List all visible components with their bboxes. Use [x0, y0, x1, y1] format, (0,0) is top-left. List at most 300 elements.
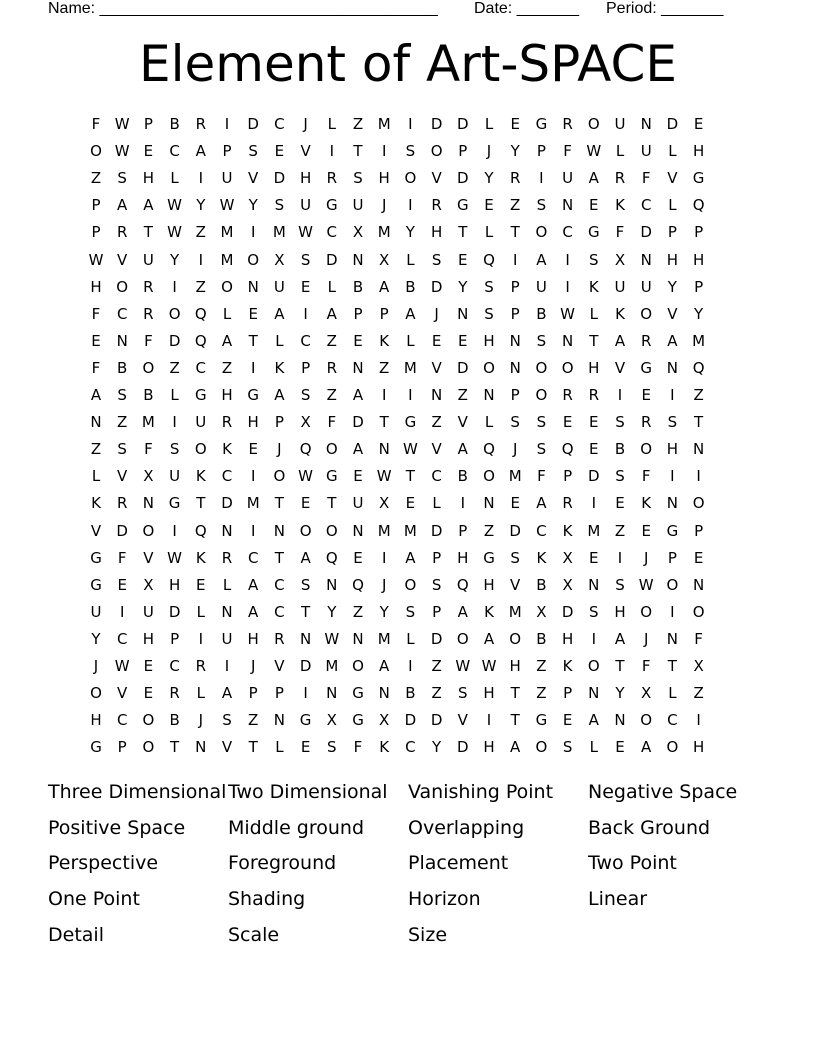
- grid-letter[interactable]: E: [458, 250, 468, 269]
- grid-letter[interactable]: E: [143, 142, 154, 161]
- grid-letter[interactable]: A: [405, 548, 416, 567]
- grid-letter[interactable]: L: [222, 575, 232, 594]
- grid-letter[interactable]: Z: [352, 115, 364, 133]
- grid-letter[interactable]: I: [250, 467, 256, 486]
- grid-letter[interactable]: T: [510, 711, 520, 730]
- grid-letter[interactable]: F: [144, 440, 153, 459]
- grid-letter[interactable]: I: [617, 386, 623, 404]
- grid-letter[interactable]: J: [643, 548, 649, 567]
- grid-letter[interactable]: J: [512, 440, 518, 459]
- grid-letter[interactable]: N: [326, 684, 338, 703]
- grid-letter[interactable]: D: [430, 711, 443, 730]
- grid-letter[interactable]: K: [588, 277, 599, 296]
- grid-letter[interactable]: M: [377, 629, 391, 648]
- grid-letter[interactable]: R: [221, 548, 233, 567]
- grid-letter[interactable]: O: [587, 115, 600, 133]
- grid-letter[interactable]: A: [352, 386, 364, 404]
- grid-letter[interactable]: A: [510, 738, 521, 757]
- grid-letter[interactable]: I: [408, 115, 413, 133]
- grid-letter[interactable]: V: [667, 304, 678, 323]
- grid-letter[interactable]: W: [219, 196, 235, 215]
- grid-letter[interactable]: E: [405, 494, 416, 513]
- grid-letter[interactable]: K: [536, 548, 547, 567]
- grid-letter[interactable]: X: [536, 602, 547, 621]
- grid-letter[interactable]: E: [693, 115, 704, 133]
- grid-letter[interactable]: R: [274, 629, 285, 648]
- grid-letter[interactable]: G: [325, 467, 338, 486]
- grid-letter[interactable]: U: [640, 277, 652, 296]
- grid-letter[interactable]: R: [195, 115, 207, 133]
- grid-letter[interactable]: E: [91, 331, 101, 350]
- grid-letter[interactable]: O: [535, 738, 548, 757]
- grid-letter[interactable]: P: [510, 386, 520, 404]
- grid-letter[interactable]: F: [641, 467, 651, 486]
- grid-letter[interactable]: C: [536, 521, 547, 540]
- grid-letter[interactable]: N: [352, 358, 364, 377]
- grid-letter[interactable]: D: [168, 602, 181, 621]
- grid-letter[interactable]: I: [303, 684, 308, 703]
- grid-letter[interactable]: K: [274, 358, 285, 377]
- grid-letter[interactable]: O: [692, 602, 705, 621]
- grid-letter[interactable]: W: [455, 657, 471, 675]
- grid-letter[interactable]: S: [536, 196, 547, 215]
- grid-letter[interactable]: H: [483, 575, 495, 594]
- grid-letter[interactable]: G: [90, 575, 102, 594]
- grid-letter[interactable]: S: [510, 548, 520, 567]
- grid-letter[interactable]: I: [670, 467, 675, 486]
- grid-letter[interactable]: I: [591, 494, 597, 513]
- grid-letter[interactable]: C: [274, 575, 285, 594]
- grid-letter[interactable]: Z: [431, 657, 442, 675]
- grid-letter[interactable]: A: [483, 629, 495, 648]
- grid-letter[interactable]: O: [90, 142, 102, 161]
- grid-letter[interactable]: B: [143, 386, 154, 404]
- grid-letter[interactable]: V: [457, 413, 468, 432]
- grid-letter[interactable]: O: [273, 467, 286, 486]
- grid-letter[interactable]: O: [404, 169, 417, 188]
- grid-letter[interactable]: F: [91, 115, 101, 133]
- grid-letter[interactable]: N: [142, 494, 154, 513]
- grid-letter[interactable]: G: [404, 413, 417, 432]
- grid-letter[interactable]: O: [509, 629, 522, 648]
- grid-letter[interactable]: V: [221, 738, 233, 757]
- grid-letter[interactable]: E: [353, 331, 363, 350]
- grid-letter[interactable]: H: [666, 440, 679, 459]
- grid-letter[interactable]: U: [352, 196, 364, 215]
- grid-letter[interactable]: Z: [90, 169, 102, 188]
- grid-letter[interactable]: H: [90, 277, 102, 296]
- grid-letter[interactable]: N: [561, 196, 574, 215]
- grid-letter[interactable]: R: [562, 494, 573, 513]
- grid-letter[interactable]: O: [352, 657, 364, 675]
- grid-letter[interactable]: O: [142, 521, 155, 540]
- grid-letter[interactable]: F: [694, 629, 703, 648]
- grid-letter[interactable]: P: [143, 115, 153, 133]
- grid-letter[interactable]: N: [692, 575, 705, 594]
- grid-letter[interactable]: K: [195, 548, 206, 567]
- grid-letter[interactable]: A: [248, 602, 259, 621]
- grid-letter[interactable]: S: [405, 142, 416, 161]
- grid-letter[interactable]: V: [431, 440, 442, 459]
- grid-letter[interactable]: J: [250, 657, 256, 675]
- grid-letter[interactable]: X: [379, 250, 390, 269]
- grid-letter[interactable]: E: [300, 738, 311, 757]
- grid-letter[interactable]: X: [562, 548, 573, 567]
- grid-letter[interactable]: H: [221, 386, 233, 404]
- grid-letter[interactable]: K: [91, 494, 101, 513]
- grid-letter[interactable]: T: [353, 142, 363, 161]
- grid-letter[interactable]: E: [510, 494, 520, 513]
- grid-letter[interactable]: Y: [91, 629, 101, 648]
- grid-letter[interactable]: M: [508, 602, 522, 621]
- grid-letter[interactable]: P: [458, 142, 468, 161]
- grid-letter[interactable]: O: [404, 575, 417, 594]
- grid-letter[interactable]: M: [220, 223, 234, 242]
- grid-letter[interactable]: A: [143, 196, 154, 215]
- grid-letter[interactable]: R: [562, 115, 573, 133]
- grid-letter[interactable]: B: [614, 440, 626, 459]
- grid-letter[interactable]: E: [510, 115, 520, 133]
- grid-letter[interactable]: S: [615, 575, 625, 594]
- grid-letter[interactable]: W: [114, 115, 130, 133]
- grid-letter[interactable]: N: [666, 358, 678, 377]
- grid-letter[interactable]: J: [93, 657, 99, 675]
- grid-letter[interactable]: D: [430, 629, 443, 648]
- grid-letter[interactable]: O: [90, 684, 102, 703]
- grid-letter[interactable]: L: [668, 142, 677, 161]
- grid-letter[interactable]: N: [352, 521, 364, 540]
- grid-letter[interactable]: C: [300, 331, 311, 350]
- grid-letter[interactable]: X: [143, 467, 154, 486]
- grid-letter[interactable]: J: [381, 196, 387, 215]
- grid-letter[interactable]: P: [510, 304, 520, 323]
- grid-letter[interactable]: Q: [483, 440, 495, 459]
- grid-letter[interactable]: R: [116, 223, 128, 242]
- grid-letter[interactable]: O: [561, 358, 574, 377]
- grid-letter[interactable]: X: [143, 575, 154, 594]
- grid-letter[interactable]: B: [117, 358, 128, 377]
- grid-letter[interactable]: Q: [692, 358, 705, 377]
- grid-letter[interactable]: U: [142, 250, 154, 269]
- grid-letter[interactable]: S: [431, 575, 442, 594]
- grid-letter[interactable]: L: [196, 684, 205, 703]
- grid-letter[interactable]: O: [221, 277, 233, 296]
- grid-letter[interactable]: R: [221, 413, 233, 432]
- grid-letter[interactable]: A: [588, 169, 599, 188]
- grid-letter[interactable]: T: [458, 223, 468, 242]
- grid-letter[interactable]: P: [694, 521, 704, 540]
- grid-letter[interactable]: E: [143, 657, 154, 675]
- grid-letter[interactable]: F: [144, 331, 153, 350]
- grid-letter[interactable]: K: [641, 494, 652, 513]
- grid-letter[interactable]: C: [247, 548, 259, 567]
- grid-letter[interactable]: S: [536, 440, 547, 459]
- grid-letter[interactable]: Y: [379, 602, 389, 621]
- grid-letter[interactable]: J: [277, 440, 282, 459]
- grid-letter[interactable]: P: [432, 548, 442, 567]
- grid-letter[interactable]: E: [248, 304, 258, 323]
- grid-letter[interactable]: E: [143, 684, 154, 703]
- grid-letter[interactable]: W: [167, 196, 183, 215]
- grid-letter[interactable]: H: [614, 602, 626, 621]
- grid-letter[interactable]: L: [432, 494, 441, 513]
- grid-letter[interactable]: V: [274, 657, 285, 675]
- grid-letter[interactable]: A: [352, 440, 364, 459]
- date-field-label[interactable]: Date: _______: [474, 0, 579, 17]
- grid-letter[interactable]: K: [484, 602, 494, 621]
- grid-letter[interactable]: C: [562, 223, 573, 242]
- grid-letter[interactable]: L: [327, 277, 336, 296]
- grid-letter[interactable]: V: [510, 575, 521, 594]
- grid-letter[interactable]: T: [615, 657, 625, 675]
- grid-letter[interactable]: G: [535, 711, 548, 730]
- grid-letter[interactable]: G: [90, 738, 102, 757]
- grid-letter[interactable]: E: [641, 386, 651, 404]
- grid-letter[interactable]: I: [408, 386, 413, 404]
- grid-letter[interactable]: E: [615, 738, 625, 757]
- grid-letter[interactable]: S: [300, 575, 311, 594]
- grid-letter[interactable]: Y: [405, 223, 415, 242]
- grid-letter[interactable]: E: [431, 331, 442, 350]
- grid-letter[interactable]: K: [195, 467, 206, 486]
- grid-letter[interactable]: C: [326, 223, 338, 242]
- grid-letter[interactable]: S: [458, 684, 468, 703]
- grid-letter[interactable]: T: [510, 223, 520, 242]
- grid-letter[interactable]: D: [352, 413, 364, 432]
- grid-letter[interactable]: H: [483, 331, 495, 350]
- grid-letter[interactable]: S: [353, 169, 363, 188]
- grid-letter[interactable]: A: [300, 548, 311, 567]
- grid-letter[interactable]: R: [509, 169, 521, 188]
- grid-letter[interactable]: O: [535, 223, 548, 242]
- grid-letter[interactable]: E: [117, 575, 127, 594]
- grid-letter[interactable]: R: [614, 169, 626, 188]
- grid-letter[interactable]: P: [222, 142, 232, 161]
- grid-letter[interactable]: C: [221, 467, 233, 486]
- grid-letter[interactable]: A: [379, 657, 390, 675]
- grid-letter[interactable]: A: [221, 684, 233, 703]
- grid-letter[interactable]: B: [405, 277, 416, 296]
- grid-letter[interactable]: D: [666, 115, 679, 133]
- grid-letter[interactable]: H: [692, 738, 705, 757]
- grid-letter[interactable]: I: [381, 142, 387, 161]
- grid-letter[interactable]: S: [536, 413, 547, 432]
- grid-letter[interactable]: Z: [693, 684, 704, 703]
- grid-letter[interactable]: H: [692, 142, 705, 161]
- grid-letter[interactable]: I: [172, 521, 177, 540]
- grid-letter[interactable]: A: [457, 602, 468, 621]
- grid-letter[interactable]: Z: [221, 358, 233, 377]
- grid-letter[interactable]: W: [298, 467, 314, 486]
- grid-letter[interactable]: D: [404, 711, 417, 730]
- grid-letter[interactable]: W: [560, 304, 576, 323]
- grid-letter[interactable]: J: [434, 304, 439, 323]
- grid-letter[interactable]: K: [222, 440, 232, 459]
- grid-letter[interactable]: I: [408, 657, 413, 675]
- grid-letter[interactable]: L: [275, 738, 284, 757]
- grid-letter[interactable]: E: [615, 494, 625, 513]
- grid-letter[interactable]: F: [91, 358, 101, 377]
- grid-letter[interactable]: Y: [327, 602, 337, 621]
- grid-letter[interactable]: D: [509, 521, 521, 540]
- grid-letter[interactable]: V: [117, 467, 128, 486]
- grid-letter[interactable]: S: [615, 413, 625, 432]
- grid-letter[interactable]: M: [246, 494, 260, 513]
- grid-letter[interactable]: Z: [195, 223, 206, 242]
- grid-letter[interactable]: Y: [170, 250, 180, 269]
- grid-letter[interactable]: H: [509, 657, 521, 675]
- grid-letter[interactable]: U: [352, 494, 364, 513]
- grid-letter[interactable]: F: [563, 142, 572, 161]
- grid-letter[interactable]: I: [303, 304, 308, 323]
- grid-letter[interactable]: N: [509, 331, 521, 350]
- grid-letter[interactable]: Z: [431, 684, 442, 703]
- grid-letter[interactable]: O: [142, 711, 155, 730]
- grid-letter[interactable]: A: [641, 738, 652, 757]
- grid-letter[interactable]: L: [406, 250, 415, 269]
- grid-letter[interactable]: L: [589, 738, 598, 757]
- grid-letter[interactable]: R: [143, 304, 154, 323]
- grid-letter[interactable]: O: [116, 277, 129, 296]
- grid-letter[interactable]: Z: [379, 358, 390, 377]
- grid-letter[interactable]: W: [114, 142, 130, 161]
- grid-letter[interactable]: S: [117, 440, 127, 459]
- grid-letter[interactable]: C: [195, 358, 207, 377]
- grid-letter[interactable]: E: [693, 548, 704, 567]
- grid-letter[interactable]: I: [250, 521, 256, 540]
- grid-letter[interactable]: Z: [483, 521, 495, 540]
- grid-letter[interactable]: O: [194, 440, 207, 459]
- grid-letter[interactable]: A: [457, 440, 468, 459]
- grid-letter[interactable]: V: [143, 548, 154, 567]
- grid-letter[interactable]: C: [274, 115, 285, 133]
- grid-letter[interactable]: N: [692, 440, 705, 459]
- grid-letter[interactable]: E: [589, 196, 599, 215]
- grid-letter[interactable]: U: [142, 602, 154, 621]
- grid-letter[interactable]: W: [481, 657, 497, 675]
- grid-letter[interactable]: I: [250, 358, 256, 377]
- grid-letter[interactable]: M: [587, 521, 601, 540]
- grid-letter[interactable]: P: [563, 684, 573, 703]
- grid-letter[interactable]: L: [484, 223, 494, 242]
- grid-letter[interactable]: G: [456, 196, 469, 215]
- grid-letter[interactable]: S: [222, 711, 232, 730]
- grid-letter[interactable]: O: [535, 358, 548, 377]
- grid-letter[interactable]: I: [486, 711, 492, 730]
- grid-letter[interactable]: L: [406, 331, 415, 350]
- grid-letter[interactable]: N: [640, 250, 652, 269]
- grid-letter[interactable]: X: [379, 494, 390, 513]
- grid-letter[interactable]: C: [116, 304, 128, 323]
- grid-letter[interactable]: S: [589, 602, 599, 621]
- grid-letter[interactable]: H: [247, 413, 259, 432]
- grid-letter[interactable]: O: [168, 304, 181, 323]
- grid-letter[interactable]: P: [274, 413, 284, 432]
- grid-letter[interactable]: W: [167, 548, 183, 567]
- grid-letter[interactable]: S: [117, 386, 127, 404]
- grid-letter[interactable]: T: [170, 738, 180, 757]
- grid-letter[interactable]: D: [247, 115, 259, 133]
- grid-letter[interactable]: Y: [432, 738, 442, 757]
- grid-letter[interactable]: N: [561, 331, 574, 350]
- grid-letter[interactable]: N: [666, 629, 678, 648]
- grid-letter[interactable]: I: [696, 711, 701, 730]
- grid-letter[interactable]: R: [169, 684, 180, 703]
- grid-letter[interactable]: X: [274, 250, 285, 269]
- grid-letter[interactable]: I: [198, 629, 204, 648]
- grid-letter[interactable]: D: [457, 358, 469, 377]
- grid-letter[interactable]: E: [562, 413, 573, 432]
- grid-letter[interactable]: S: [117, 169, 127, 188]
- grid-letter[interactable]: N: [640, 115, 652, 133]
- grid-letter[interactable]: H: [378, 169, 390, 188]
- grid-letter[interactable]: L: [615, 142, 625, 161]
- grid-letter[interactable]: P: [536, 142, 546, 161]
- grid-letter[interactable]: E: [589, 548, 599, 567]
- grid-letter[interactable]: U: [535, 277, 547, 296]
- grid-letter[interactable]: Z: [352, 602, 364, 621]
- grid-letter[interactable]: G: [168, 494, 181, 513]
- grid-letter[interactable]: B: [169, 115, 180, 133]
- grid-letter[interactable]: G: [666, 521, 679, 540]
- grid-letter[interactable]: M: [141, 413, 155, 432]
- grid-letter[interactable]: S: [536, 331, 547, 350]
- grid-letter[interactable]: R: [431, 196, 442, 215]
- grid-letter[interactable]: X: [326, 711, 337, 730]
- grid-letter[interactable]: H: [483, 738, 495, 757]
- grid-letter[interactable]: P: [353, 304, 363, 323]
- grid-letter[interactable]: C: [274, 602, 285, 621]
- grid-letter[interactable]: M: [508, 467, 522, 486]
- grid-letter[interactable]: Q: [483, 250, 495, 269]
- grid-letter[interactable]: R: [116, 494, 128, 513]
- grid-letter[interactable]: E: [353, 467, 363, 486]
- grid-letter[interactable]: P: [667, 223, 677, 242]
- grid-letter[interactable]: B: [405, 684, 416, 703]
- grid-letter[interactable]: D: [457, 169, 469, 188]
- grid-letter[interactable]: H: [588, 358, 600, 377]
- grid-letter[interactable]: J: [643, 629, 649, 648]
- grid-letter[interactable]: Z: [90, 440, 102, 459]
- grid-letter[interactable]: N: [221, 521, 233, 540]
- grid-letter[interactable]: V: [667, 169, 678, 188]
- grid-letter[interactable]: Z: [326, 331, 337, 350]
- grid-letter[interactable]: M: [403, 521, 417, 540]
- grid-letter[interactable]: S: [431, 250, 442, 269]
- grid-letter[interactable]: N: [195, 738, 207, 757]
- grid-letter[interactable]: N: [457, 304, 469, 323]
- grid-letter[interactable]: O: [142, 738, 155, 757]
- grid-letter[interactable]: K: [562, 657, 573, 675]
- grid-letter[interactable]: M: [692, 331, 706, 350]
- grid-letter[interactable]: L: [196, 602, 205, 621]
- grid-letter[interactable]: N: [430, 386, 443, 404]
- grid-letter[interactable]: U: [221, 629, 233, 648]
- grid-letter[interactable]: E: [589, 413, 599, 432]
- grid-letter[interactable]: N: [116, 331, 128, 350]
- grid-letter[interactable]: H: [483, 684, 495, 703]
- grid-letter[interactable]: O: [640, 304, 653, 323]
- grid-letter[interactable]: O: [430, 142, 443, 161]
- grid-letter[interactable]: G: [535, 115, 548, 133]
- grid-letter[interactable]: T: [667, 657, 677, 675]
- grid-letter[interactable]: S: [615, 467, 625, 486]
- grid-letter[interactable]: I: [565, 277, 570, 296]
- grid-letter[interactable]: U: [90, 602, 102, 621]
- grid-letter[interactable]: O: [692, 494, 705, 513]
- grid-letter[interactable]: N: [666, 494, 678, 513]
- grid-letter[interactable]: L: [589, 304, 598, 323]
